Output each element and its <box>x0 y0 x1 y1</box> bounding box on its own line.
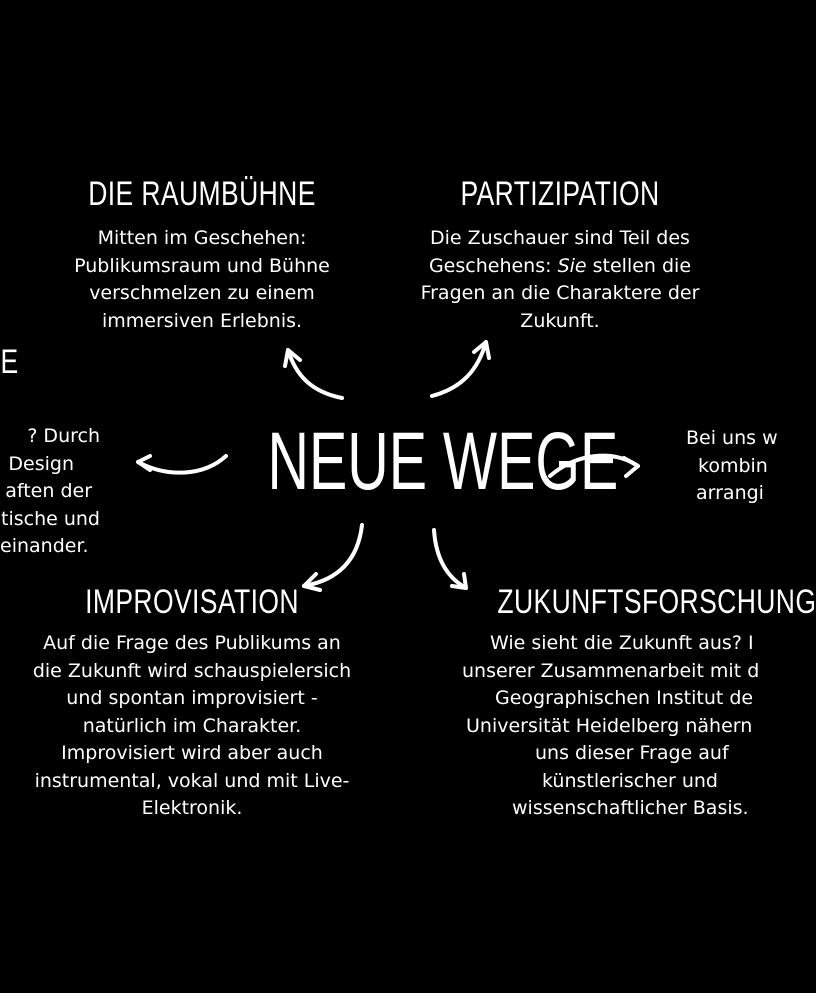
improvisation-line: Elektronik. <box>141 797 243 819</box>
node-partizipation <box>405 176 715 335</box>
zukunft-text <box>460 630 768 823</box>
zukunft-line: künstlerischer und <box>542 769 718 792</box>
improvisation-line: instrumental, vokal und mit Live- <box>34 769 350 792</box>
right-partial-text <box>684 425 778 508</box>
partizipation-line: Zukunft. <box>520 309 600 332</box>
arrow-down-left <box>304 525 362 590</box>
left-partial-line: einander. <box>0 535 89 557</box>
partizipation-text <box>405 225 715 335</box>
improvisation-line: und spontan improvisiert - <box>66 687 318 709</box>
left-partial-title: E <box>0 343 19 381</box>
improvisation-title: IMPROVISATION <box>85 583 299 621</box>
partizipation-title: PARTIZIPATION <box>460 175 660 213</box>
raumbuehne-line: immersiven Erlebnis. <box>101 309 303 332</box>
zukunft-line: Wie sieht die Zukunft aus? I <box>490 632 754 654</box>
arrow-up-right <box>432 342 489 396</box>
partizipation-line: Die Zuschauer sind Teil des <box>430 227 690 249</box>
node-improvisation <box>12 584 372 823</box>
left-partial-text <box>0 423 110 561</box>
raumbuehne-line: verschmelzen zu einem <box>89 282 315 304</box>
arrow-down-right <box>434 530 466 588</box>
zukunft-line: Geographischen Institut de <box>495 687 754 709</box>
right-partial-line: arrangi <box>696 482 764 504</box>
zukunft-title: ZUKUNFTSFORSCHUNG <box>497 583 816 621</box>
node-raumbuehne <box>52 176 352 335</box>
right-partial-line: kombin <box>698 454 768 477</box>
improvisation-line: Improvisiert wird aber auch <box>61 742 323 764</box>
partizipation-line <box>405 253 715 281</box>
left-partial-line: ? Durch <box>27 425 100 447</box>
improvisation-line: die Zukunft wird schauspielersich <box>32 659 352 682</box>
left-partial-line: tische und <box>1 507 100 530</box>
improvisation-line: natürlich im Charakter. <box>82 714 302 737</box>
center-title: NEUE WEGE <box>267 416 619 507</box>
left-partial-line: aften der <box>5 480 92 502</box>
right-partial-line: Bei uns w <box>686 427 778 449</box>
left-partial-line: Design <box>8 452 74 475</box>
node-zukunft <box>460 583 816 823</box>
improvisation-line: Auf die Frage des Publikums an <box>43 632 341 654</box>
partizipation-line-part: stellen die <box>586 254 692 277</box>
zukunft-line: unserer Zusammenarbeit mit d <box>462 659 760 682</box>
partizipation-line: Fragen an die Charaktere der <box>420 282 700 304</box>
arrow-up-left <box>285 350 342 398</box>
raumbuehne-line: Mitten im Geschehen: <box>97 227 307 249</box>
improvisation-text <box>12 630 372 823</box>
raumbuehne-line: Publikumsraum und Bühne <box>74 254 330 277</box>
zukunft-line: Universität Heidelberg nähern <box>466 714 753 737</box>
raumbuehne-title: DIE RAUMBÜHNE <box>88 175 316 213</box>
partizipation-emphasis: Sie <box>557 254 587 277</box>
raumbuehne-text <box>52 225 352 335</box>
arrow-left <box>138 456 226 473</box>
zukunft-line: uns dieser Frage auf <box>535 742 729 764</box>
zukunft-line: wissenschaftlicher Basis. <box>512 797 749 819</box>
partizipation-line-part: Geschehens: <box>428 254 558 277</box>
